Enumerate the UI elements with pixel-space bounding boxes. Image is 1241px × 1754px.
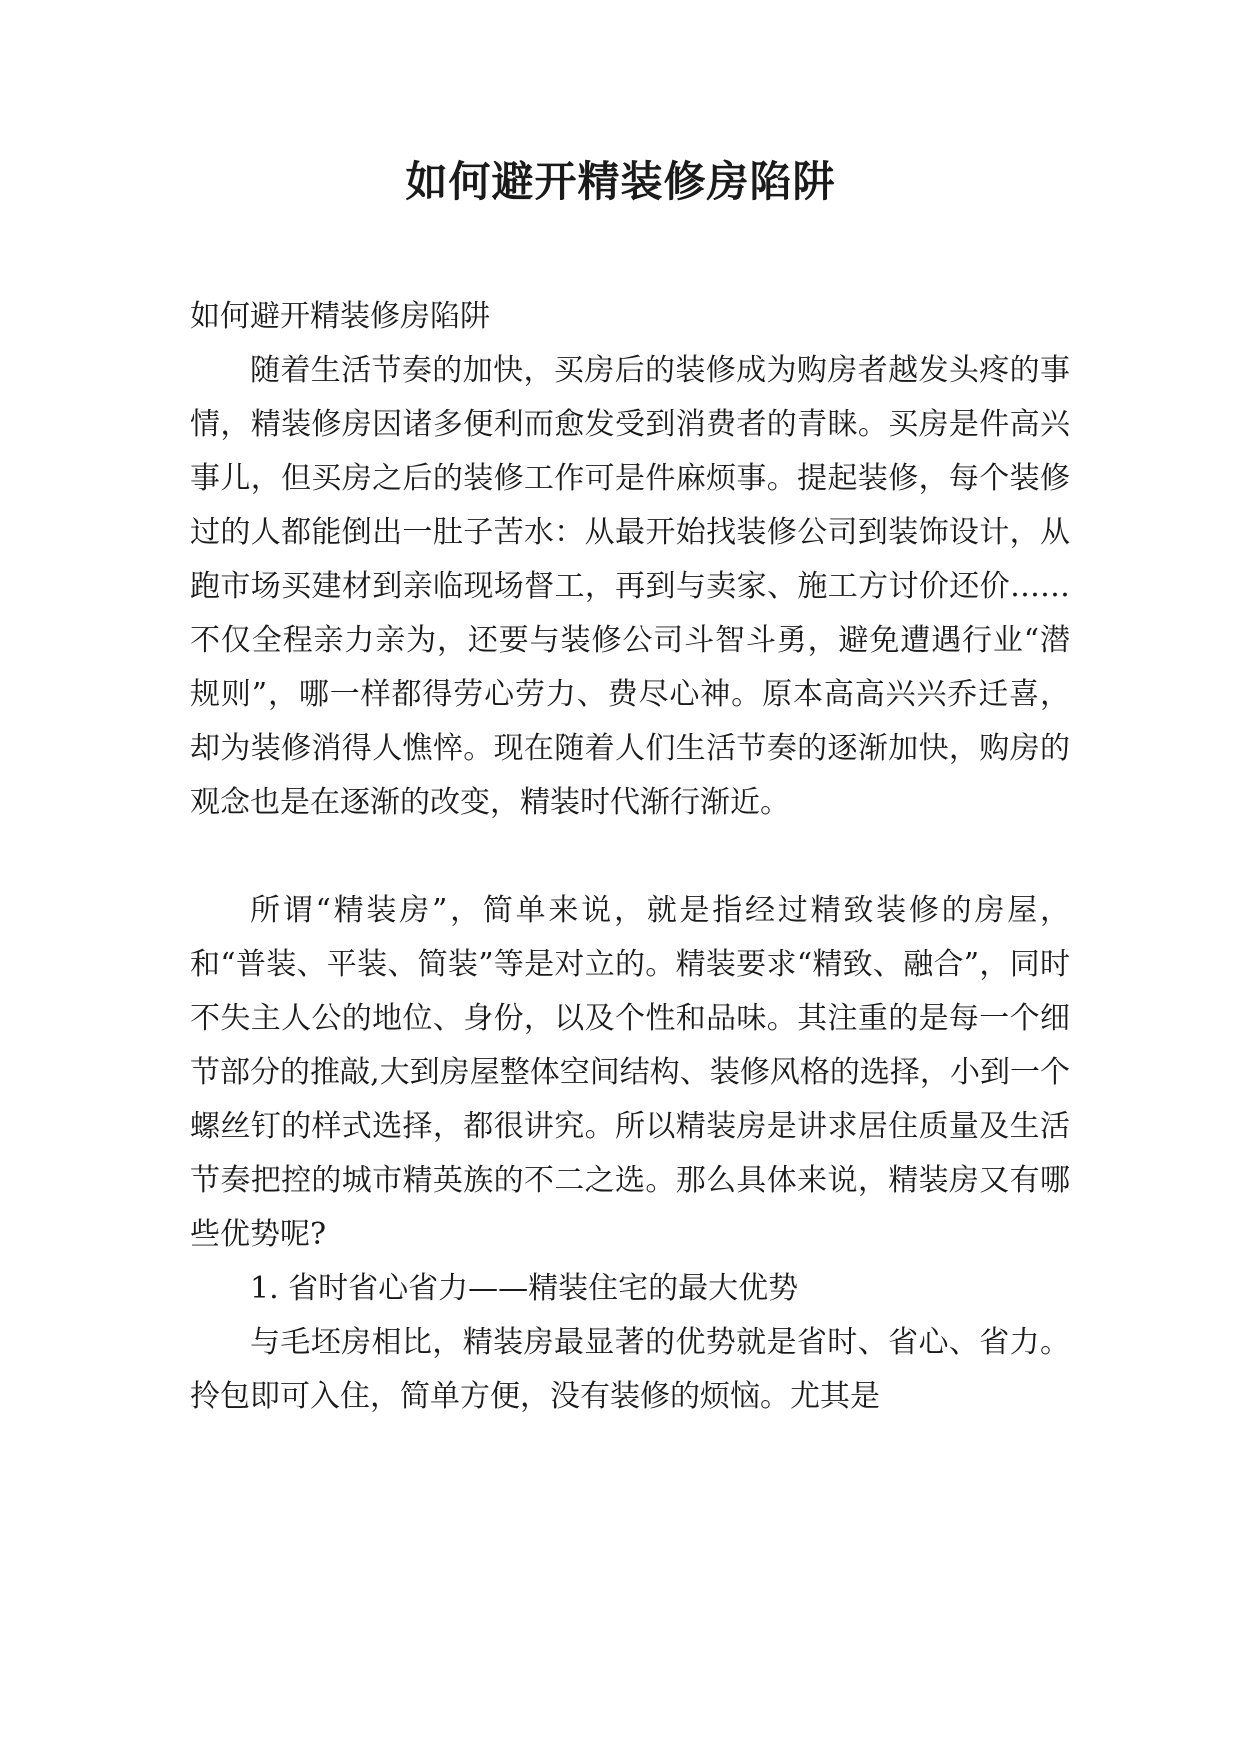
section-heading-1: 1. 省时省心省力——精装住宅的最大优势 — [250, 1271, 799, 1306]
paragraph-2: 所谓“精装房”，简单来说，就是指经过精致装修的房屋，和“普装、平装、简装”等是对立的。精装要求“精致、融合”，同时不失主人公的地位、身份，以及个性和品味。其注重的是每一个细节部分的推敲,大到房屋整体空间结构、装修风格的选择，小到一个螺丝钉的样式选择，都很讲究。所以精装房是讲求居住质量及生活节奏把控的城市精英族的不二之选。那么具体来说，精装房又有哪些优势呢? — [190, 893, 1070, 1252]
paragraph-3: 与毛坯房相比，精装房最显著的优势就是省时、省心、省力。拎包即可入住，简单方便，没有装修的烦恼。尤其是 — [190, 1325, 1070, 1414]
document-body — [190, 290, 1070, 1424]
document-title: 如何避开精装修房陷阱 — [405, 157, 836, 206]
document-subtitle: 如何避开精装修房陷阱 — [190, 299, 490, 334]
paragraph-spacer — [190, 830, 1070, 884]
paragraph-1: 随着生活节奏的加快，买房后的装修成为购房者越发头疼的事情，精装修房因诸多便利而愈发受到消费者的青睐。买房是件高兴事儿，但买房之后的装修工作可是件麻烦事。提起装修，每个装修过的人都能倒出一肚子苦水：从最开始找装修公司到装饰设计，从跑市场买建材到亲临现场督工，再到与卖家、施工方讨价还价……不仅全程亲力亲为，还要与装修公司斗智斗勇，避免遭遇行业“潜规则”，哪一样都得劳心劳力、费尽心神。原本高高兴兴乔迁喜，却为装修消得人憔悴。现在随着人们生活节奏的逐渐加快，购房的观念也是在逐渐的改变，精装时代渐行渐近。 — [190, 353, 1070, 820]
